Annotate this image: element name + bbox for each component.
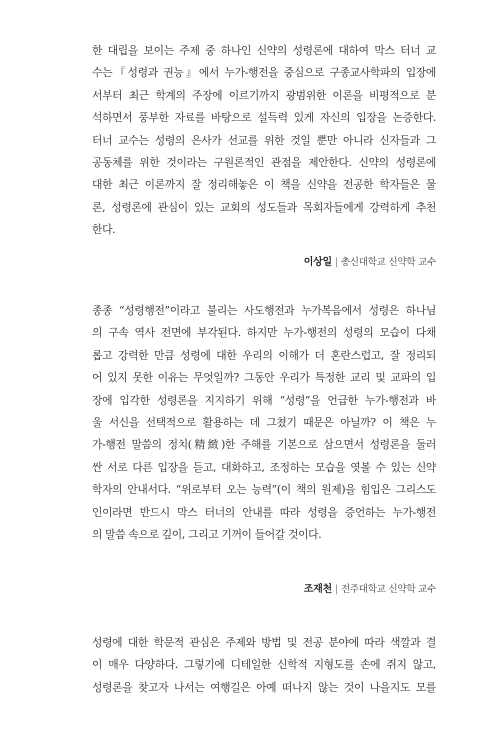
text-line: 론, 성령론에 관심이 있는 교회의 성도들과 목회자들에게 강력하게 추천: [92, 200, 436, 214]
text-line: 인이라면 반드시 막스 터너의 안내를 따라 성령을 증언하는 누가-행전: [92, 505, 436, 519]
text-line: 한다.: [92, 223, 116, 237]
text-line: 학자의 안내서다. “위로부터 오는 능력”(이 책의 원제)을 힘입은 그리스도: [92, 483, 436, 497]
text-line: 의 말씀 속으로 깊이, 그리고 기꺼이 들어갈 것이다.: [92, 528, 322, 542]
text-line: 서부터 최근 학계의 주장에 이르기까지 광범위한 이론을 비평적으로 분: [92, 88, 436, 102]
endorsement-paragraph-2: [92, 300, 436, 546]
text-line: 울 서신을 선택적으로 활용하는 데 그쳤기 때문은 아닐까? 이 책은 누: [92, 416, 436, 430]
text-line: 공동체를 위한 것이라는 구원론적인 관점을 제안한다. 신약의 성령론에: [92, 156, 436, 170]
text-line: 한 대립을 보이는 주제 중 하나인 신약의 성령론에 대하여 막스 터너 교: [92, 44, 436, 57]
text-line: 롭고 강력한 만큼 성령에 대한 우리의 이해가 더 혼란스럽고, 잘 정리되: [92, 348, 436, 362]
endorser-affiliation: 총신대학교 신약학 교수: [340, 257, 436, 268]
endorser-name: 조재천: [303, 584, 332, 595]
text-line: 싼 서로 다른 입장을 듣고, 대화하고, 조정하는 모습을 엿볼 수 있는 신약: [92, 460, 436, 474]
text-line: 수는『성령과 권능』에서 누가-행전을 중심으로 구종교사학파의 입장에: [92, 66, 436, 80]
text-line: 터너 교수는 성령의 은사가 선교를 위한 것일 뿐만 아니라 신자들과 그: [92, 133, 436, 147]
text-line: 성령에 대한 학문적 관심은 주제와 방법 및 전공 분야에 따라 색깔과 결: [92, 636, 436, 649]
text-line: 가-행전 말씀의 정치(精緻)한 주해를 기본으로 삼으면서 성령론을 둘러: [92, 438, 436, 452]
text-line: 의 구속 역사 전면에 부각된다. 하지만 누가-행전의 성령의 모습이 다채: [92, 326, 436, 340]
endorsement-paragraph-3: [92, 632, 436, 699]
text-line: 이 매우 다양하다. 그렇기에 디테일한 신학적 지형도를 손에 쥐지 않고,: [92, 658, 436, 672]
endorser-signature-2: [304, 580, 436, 595]
text-line: 석하면서 풍부한 자료를 바탕으로 설득력 있게 자신의 입장을 논증한다.: [92, 111, 436, 125]
endorser-signature-1: [304, 253, 436, 268]
separator: |: [334, 257, 338, 268]
text-line: 장에 입각한 성령론을 지지하기 위해 “성령”을 언급한 누가-행전과 바: [92, 393, 436, 407]
endorser-affiliation: 전주대학교 신약학 교수: [340, 584, 436, 595]
text-line: 어 있지 못한 이유는 무엇일까? 그동안 우리가 특정한 교리 및 교파의 입: [92, 371, 436, 385]
endorser-name: 이상일: [303, 257, 332, 268]
text-line: 성령론을 찾고자 나서는 여행길은 아예 떠나지 않는 것이 나을지도 모를: [92, 680, 436, 694]
endorsement-paragraph-1: [92, 40, 436, 242]
text-line: 종종 “성령행전”이라고 불리는 사도행전과 누가복음에서 성령은 하나님: [92, 304, 436, 317]
separator: |: [334, 584, 338, 595]
text-line: 대한 최근 이론까지 잘 정리해놓은 이 책을 신약을 전공한 학자들은 물: [92, 178, 436, 192]
